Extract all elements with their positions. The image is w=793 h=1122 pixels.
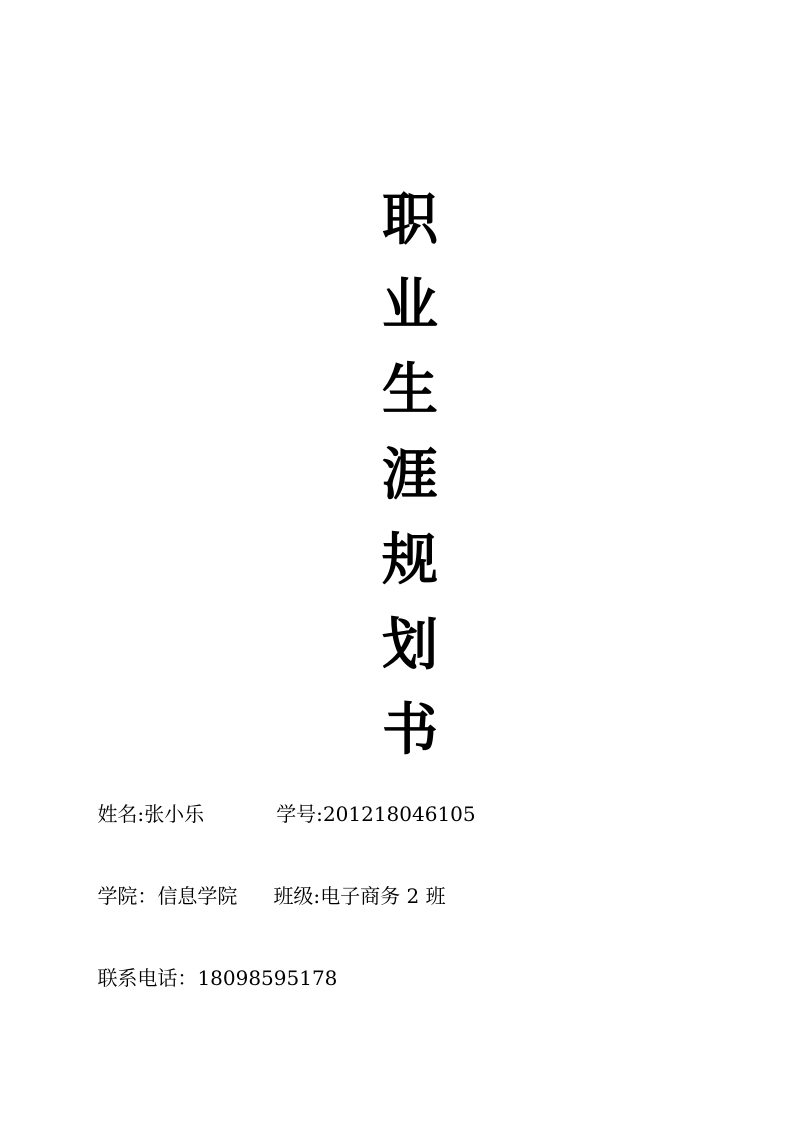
class-label: 班级: [273, 884, 321, 908]
student-id-value: 201218046105 [322, 802, 476, 826]
title-char-1: 职 [382, 187, 438, 253]
phone-value: 18098595178 [197, 966, 338, 990]
page-title [355, 178, 465, 773]
class-value: 电子商务 2 班 [320, 884, 446, 908]
title-char-4: 涯 [382, 442, 438, 508]
title-char-5: 规 [382, 527, 438, 593]
college-value: 信息学院 [157, 884, 238, 908]
field-row-college [72, 854, 446, 938]
title-char-3: 生 [382, 357, 438, 423]
field-row-name [72, 772, 476, 856]
name-label: 姓名: [97, 802, 145, 826]
title-char-2: 业 [382, 272, 438, 338]
title-char-7: 书 [382, 697, 438, 763]
title-char-6: 划 [382, 612, 438, 678]
name-value: 张小乐 [144, 802, 205, 826]
phone-label: 联系电话： [97, 966, 198, 990]
field-row-phone [72, 936, 337, 1020]
college-label: 学院： [97, 884, 158, 908]
student-id-label: 学号: [276, 802, 323, 826]
